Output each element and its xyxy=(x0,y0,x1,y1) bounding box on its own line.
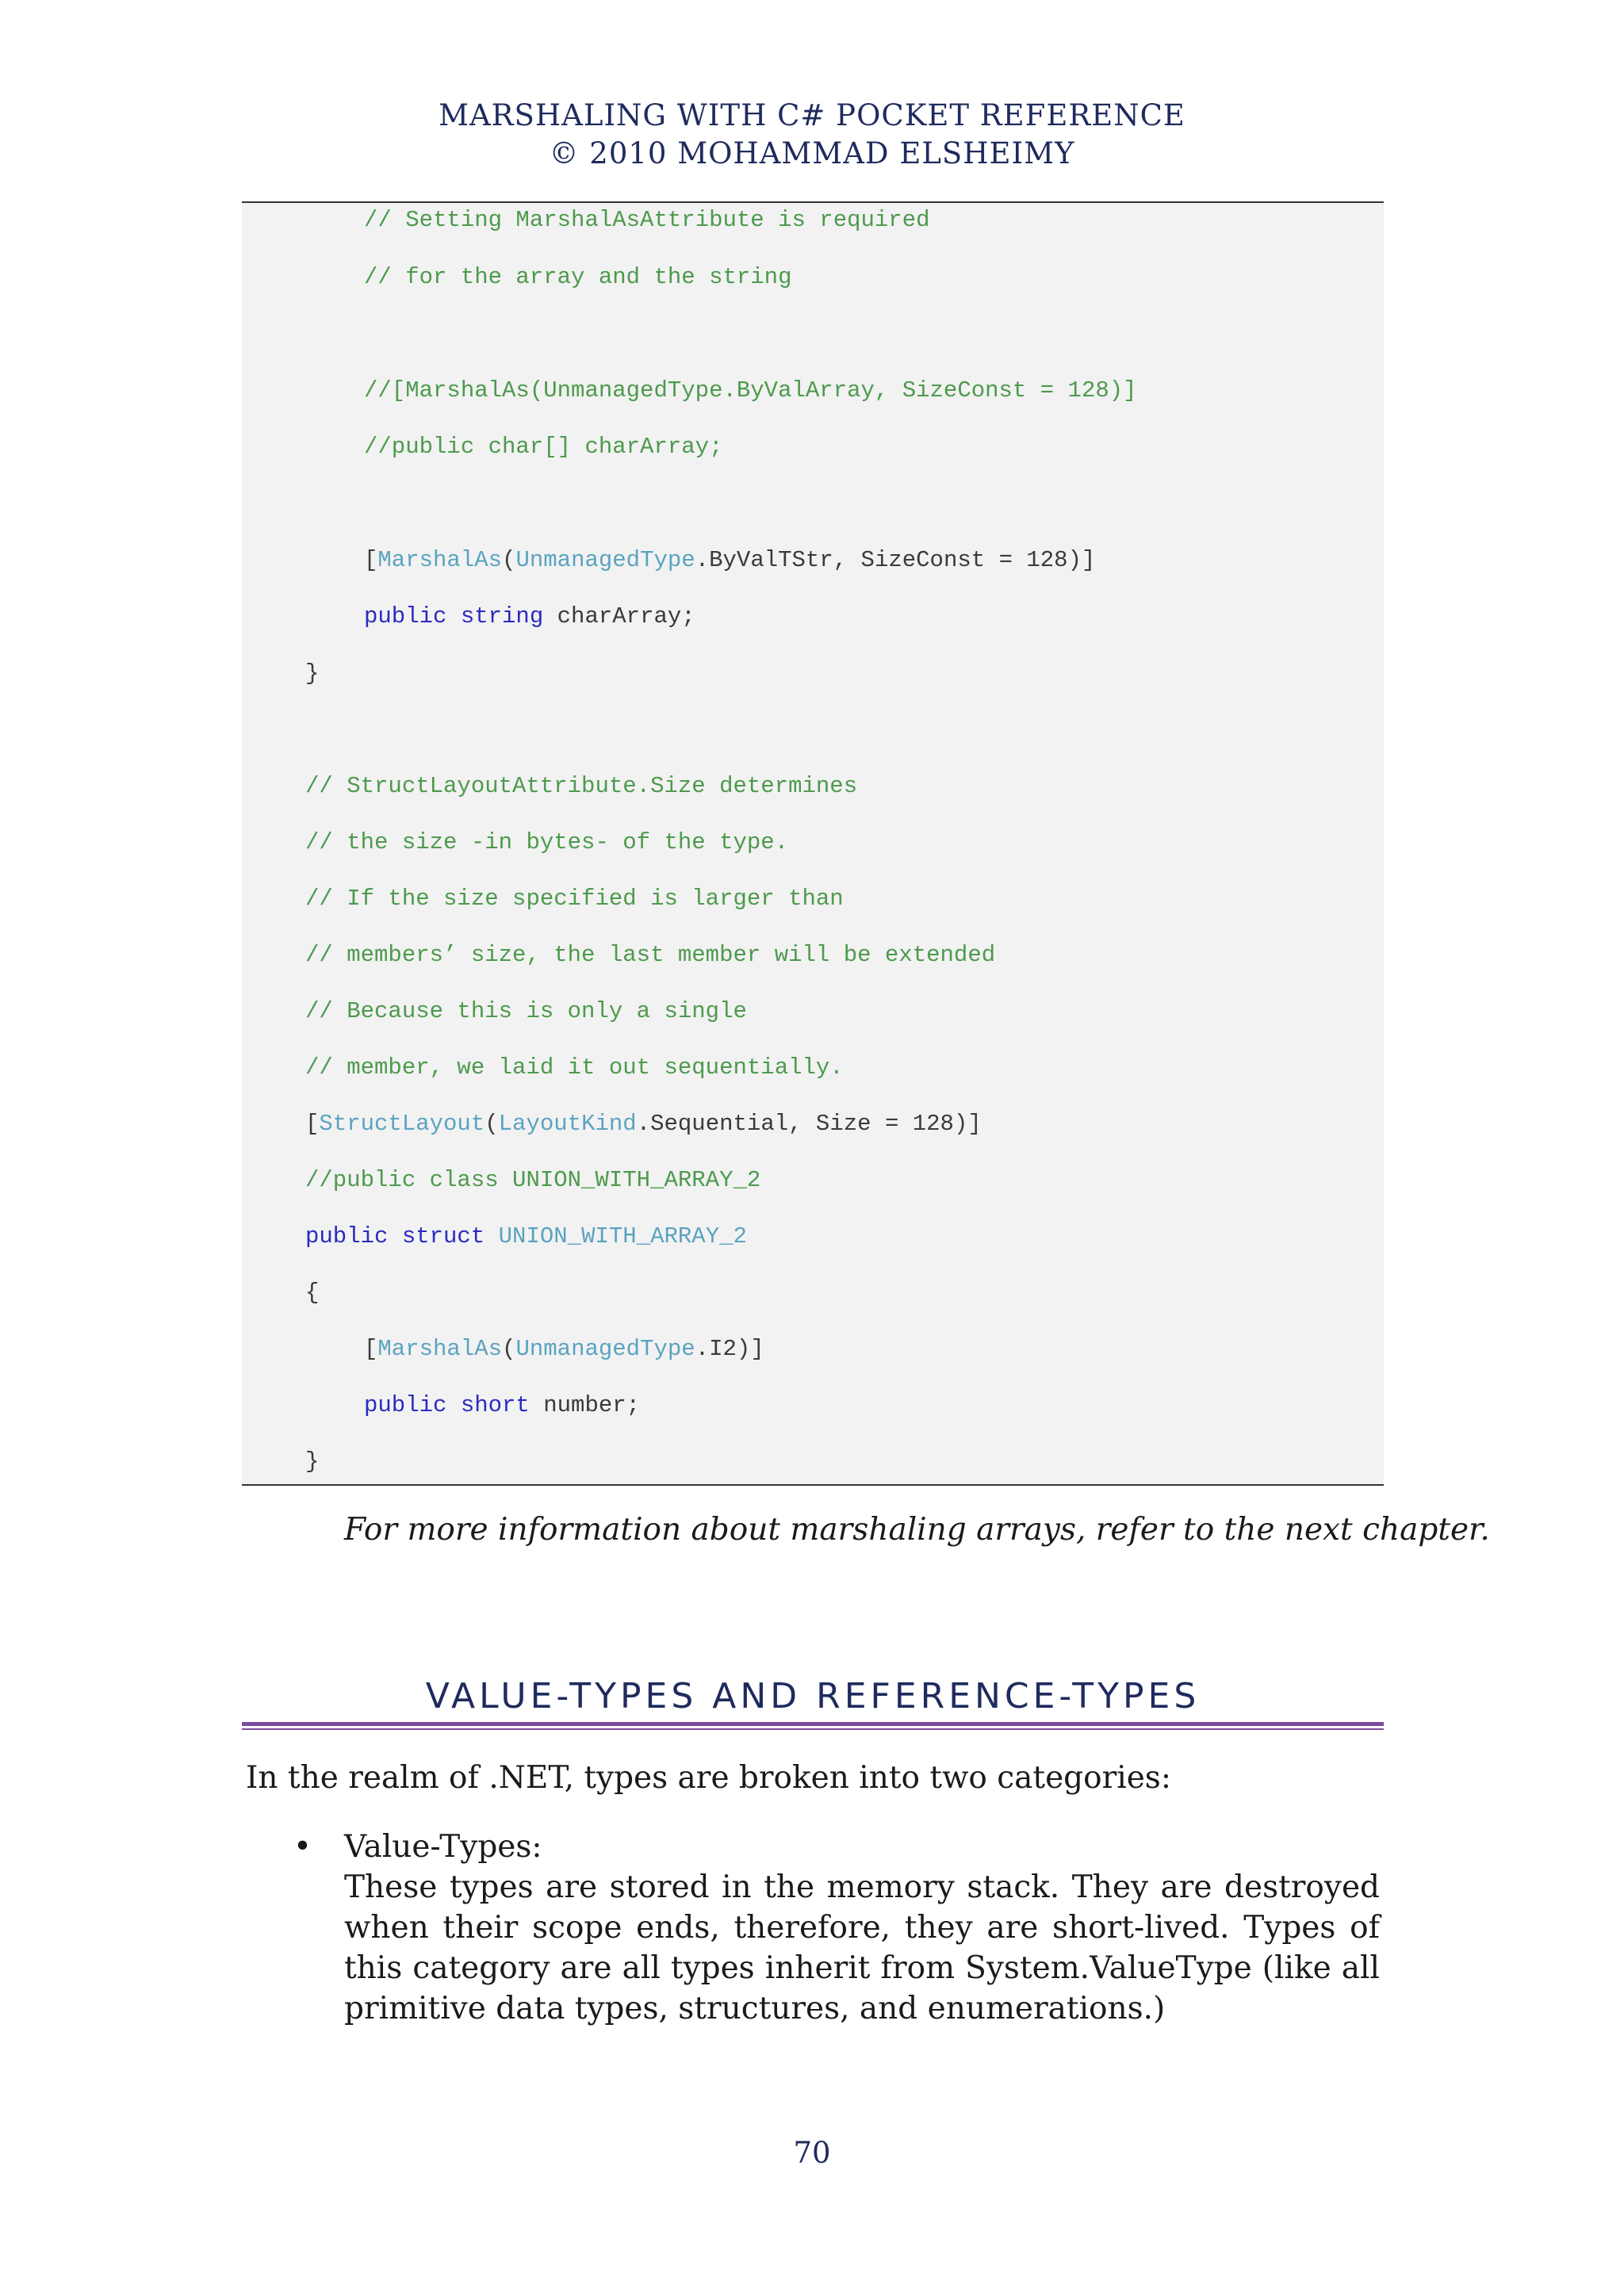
code-token: ( xyxy=(502,1336,516,1362)
code-keyword: public struct xyxy=(305,1223,485,1249)
code-token: StructLayout xyxy=(319,1111,485,1137)
code-line: { xyxy=(305,1280,320,1306)
code-line: // for the array and the string xyxy=(364,264,792,290)
code-token: MarshalAs xyxy=(377,547,503,573)
header-title: MARSHALING WITH C# POCKET REFERENCE xyxy=(439,98,1185,132)
code-keyword: public short xyxy=(364,1392,530,1418)
code-line xyxy=(364,603,695,631)
code-token: .ByValTStr, SizeConst = 128)] xyxy=(695,547,1096,573)
code-line: // members’ size, the last member will be extended xyxy=(305,942,996,968)
code-token: [ xyxy=(305,1111,320,1137)
code-token: charArray; xyxy=(543,603,695,629)
code-token: ( xyxy=(485,1111,499,1137)
code-token: LayoutKind xyxy=(498,1111,637,1137)
code-token: ( xyxy=(502,547,516,573)
code-token: .Sequential, Size = 128)] xyxy=(636,1111,982,1137)
code-line: } xyxy=(305,1448,320,1475)
code-token: .I2)] xyxy=(695,1336,764,1362)
header-copyright: © 2010 MOHAMMAD ELSHEIMY xyxy=(549,136,1075,170)
running-header xyxy=(0,97,1624,173)
bullet-icon: • xyxy=(293,1829,312,1865)
code-line: //public class UNION_WITH_ARRAY_2 xyxy=(305,1167,761,1193)
bullet-body: These types are stored in the memory stack. They are destroyed when their scope ends, therefore, they are short-lived. Types of this category are all types inherit from System.ValueType (like all primitive data types, structures, and enumerations.) xyxy=(344,1869,1380,2026)
intro-paragraph: In the realm of .NET, types are broken into two categories: xyxy=(246,1760,1171,1796)
code-token: [ xyxy=(364,1336,378,1362)
heading-rule xyxy=(242,1722,1384,1726)
code-line: // If the size specified is larger than xyxy=(305,886,844,912)
chapter-note: For more information about marshaling arrays, refer to the next chapter. xyxy=(344,1512,1490,1548)
code-token: UNION_WITH_ARRAY_2 xyxy=(498,1223,747,1249)
code-token: UnmanagedType xyxy=(515,547,695,573)
code-block xyxy=(242,201,1384,1486)
code-keyword: public string xyxy=(364,603,544,629)
code-token: UnmanagedType xyxy=(515,1336,695,1362)
heading-rule-thin xyxy=(242,1728,1384,1730)
code-line: // StructLayoutAttribute.Size determines xyxy=(305,773,858,799)
code-line: // member, we laid it out sequentially. xyxy=(305,1054,844,1081)
code-token: MarshalAs xyxy=(377,1336,503,1362)
code-line xyxy=(364,1391,640,1420)
code-line: // the size -in bytes- of the type. xyxy=(305,829,789,855)
code-line: // Because this is only a single xyxy=(305,998,747,1024)
code-line xyxy=(364,1335,764,1364)
bullet-title: Value-Types: xyxy=(344,1829,542,1865)
code-line: } xyxy=(305,660,320,687)
code-line: // Setting MarshalAsAttribute is required xyxy=(364,207,930,233)
code-token: number; xyxy=(529,1392,641,1418)
code-line xyxy=(305,1110,982,1138)
page-number: 70 xyxy=(793,2136,831,2170)
code-line: //[MarshalAs(UnmanagedType.ByValArray, SizeConst = 128)] xyxy=(364,377,1137,404)
section-heading: VALUE-TYPES AND REFERENCE-TYPES xyxy=(425,1676,1201,1716)
code-line xyxy=(364,546,1095,575)
code-line xyxy=(305,1223,747,1251)
code-line: //public char[] charArray; xyxy=(364,434,723,460)
code-token: [ xyxy=(364,547,378,573)
code-token xyxy=(485,1223,498,1249)
